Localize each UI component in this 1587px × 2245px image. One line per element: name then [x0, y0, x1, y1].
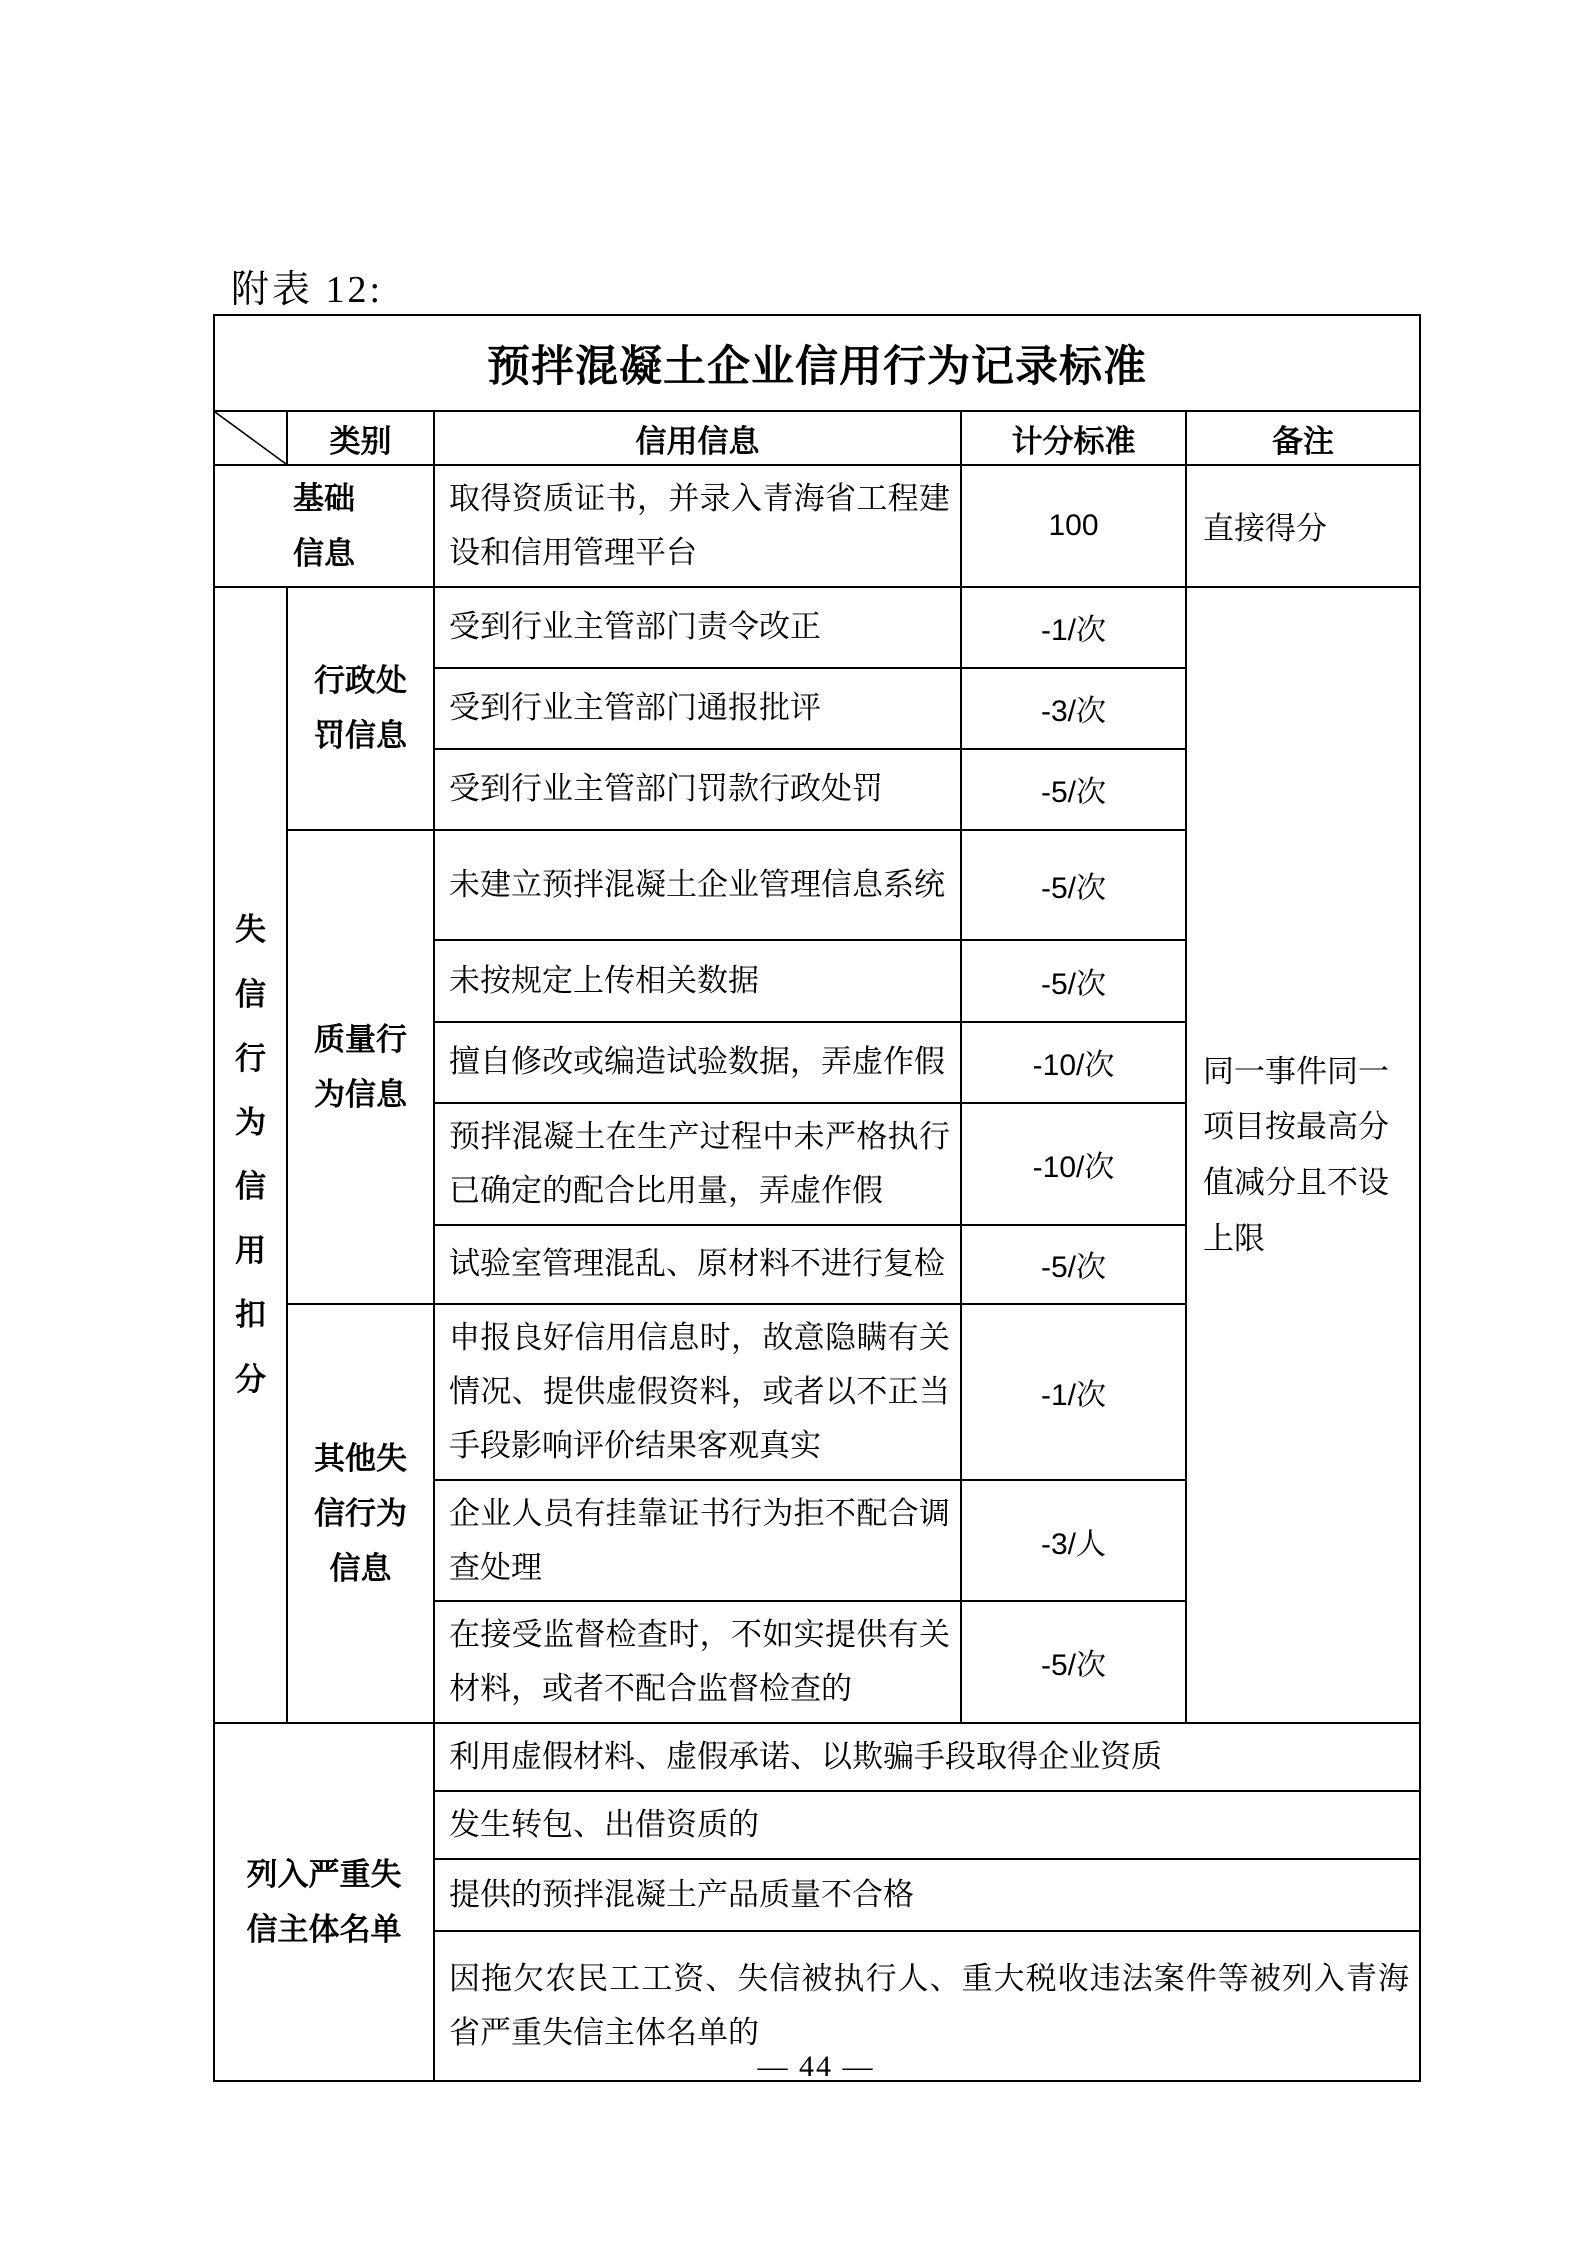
cell-credit-info: 受到行业主管部门责令改正 — [434, 587, 961, 668]
category-basic-info: 基础信息 — [292, 480, 355, 571]
cell-score: -1/次 — [961, 1304, 1186, 1480]
table-row — [214, 1723, 1420, 1791]
cell-score: 100 — [961, 465, 1186, 587]
cell-credit-info: 在接受监督检查时，不如实提供有关材料，或者不配合监督检查的 — [434, 1601, 961, 1723]
deduction-remark: 同一事件同一项目按最高分值减分且不设上限 — [1203, 1053, 1389, 1256]
table-header-row — [214, 411, 1420, 465]
cell-score: -5/次 — [961, 1225, 1186, 1304]
credit-standard-table — [213, 314, 1421, 2082]
attachment-label: 附表 12: — [231, 269, 384, 311]
col-header-category: 类别 — [287, 411, 434, 465]
category-basic-info-cell — [214, 465, 434, 587]
table-row — [214, 587, 1420, 668]
cell-score: -5/次 — [961, 749, 1186, 830]
cell-score: -1/次 — [961, 587, 1186, 668]
diagonal-line-icon — [215, 412, 286, 464]
cell-credit-info: 提供的预拌混凝土产品质量不合格 — [434, 1859, 1420, 1931]
cell-score: -5/次 — [961, 940, 1186, 1022]
cell-score: -10/次 — [961, 1103, 1186, 1225]
category-blacklist-cell — [214, 1723, 434, 2081]
cell-credit-info: 受到行业主管部门通报批评 — [434, 668, 961, 749]
table-row — [214, 465, 1420, 587]
page-number: — 44 — — [757, 2050, 875, 2083]
cell-credit-info: 利用虚假材料、虚假承诺、以欺骗手段取得企业资质 — [434, 1723, 1420, 1791]
table-row — [214, 315, 1420, 411]
cell-credit-info: 擅自修改或编造试验数据，弄虚作假 — [434, 1022, 961, 1103]
cell-credit-info: 取得资质证书，并录入青海省工程建设和信用管理平台 — [434, 465, 961, 587]
category-blacklist: 列入严重失信主体名单 — [246, 1857, 402, 1948]
cell-credit-info: 受到行业主管部门罚款行政处罚 — [434, 749, 961, 830]
section-deduction-cell — [214, 587, 287, 1723]
deduction-remark-cell — [1186, 587, 1420, 1723]
cell-score: -3/次 — [961, 668, 1186, 749]
category-quality-behavior: 质量行为信息 — [314, 1021, 407, 1112]
cell-credit-info: 试验室管理混乱、原材料不进行复检 — [434, 1225, 961, 1304]
cell-score: -5/次 — [961, 830, 1186, 940]
cell-credit-info: 未建立预拌混凝土企业管理信息系统 — [434, 830, 961, 940]
cell-credit-info: 因拖欠农民工工资、失信被执行人、重大税收违法案件等被列入青海省严重失信主体名单的 — [434, 1931, 1420, 2081]
col-header-score: 计分标准 — [961, 411, 1186, 465]
section-label-deduction: 失信行为信用扣分 — [235, 912, 266, 1397]
cell-score: -5/次 — [961, 1601, 1186, 1723]
category-admin-penalty-cell — [287, 587, 434, 830]
title-cell — [214, 315, 1420, 411]
category-other-dishonest-cell — [287, 1304, 434, 1724]
table-title: 预拌混凝土企业信用行为记录标准 — [487, 343, 1148, 391]
cell-credit-info: 未按规定上传相关数据 — [434, 940, 961, 1022]
category-other-dishonest: 其他失信行为信息 — [314, 1440, 407, 1587]
cell-score: -10/次 — [961, 1022, 1186, 1103]
col-header-remark: 备注 — [1186, 411, 1420, 465]
cell-credit-info: 企业人员有挂靠证书行为拒不配合调查处理 — [434, 1480, 961, 1602]
diagonal-header-cell — [214, 411, 287, 465]
col-header-credit-info: 信用信息 — [434, 411, 961, 465]
cell-credit-info: 预拌混凝土在生产过程中未严格执行已确定的配合比用量，弄虚作假 — [434, 1103, 961, 1225]
cell-credit-info: 发生转包、出借资质的 — [434, 1791, 1420, 1859]
cell-score: -3/人 — [961, 1480, 1186, 1602]
cell-credit-info: 申报良好信用信息时，故意隐瞒有关情况、提供虚假资料，或者以不正当手段影响评价结果客观真实 — [434, 1304, 961, 1480]
cell-remark: 直接得分 — [1186, 465, 1420, 587]
category-admin-penalty: 行政处罚信息 — [314, 663, 407, 754]
category-quality-behavior-cell — [287, 830, 434, 1304]
